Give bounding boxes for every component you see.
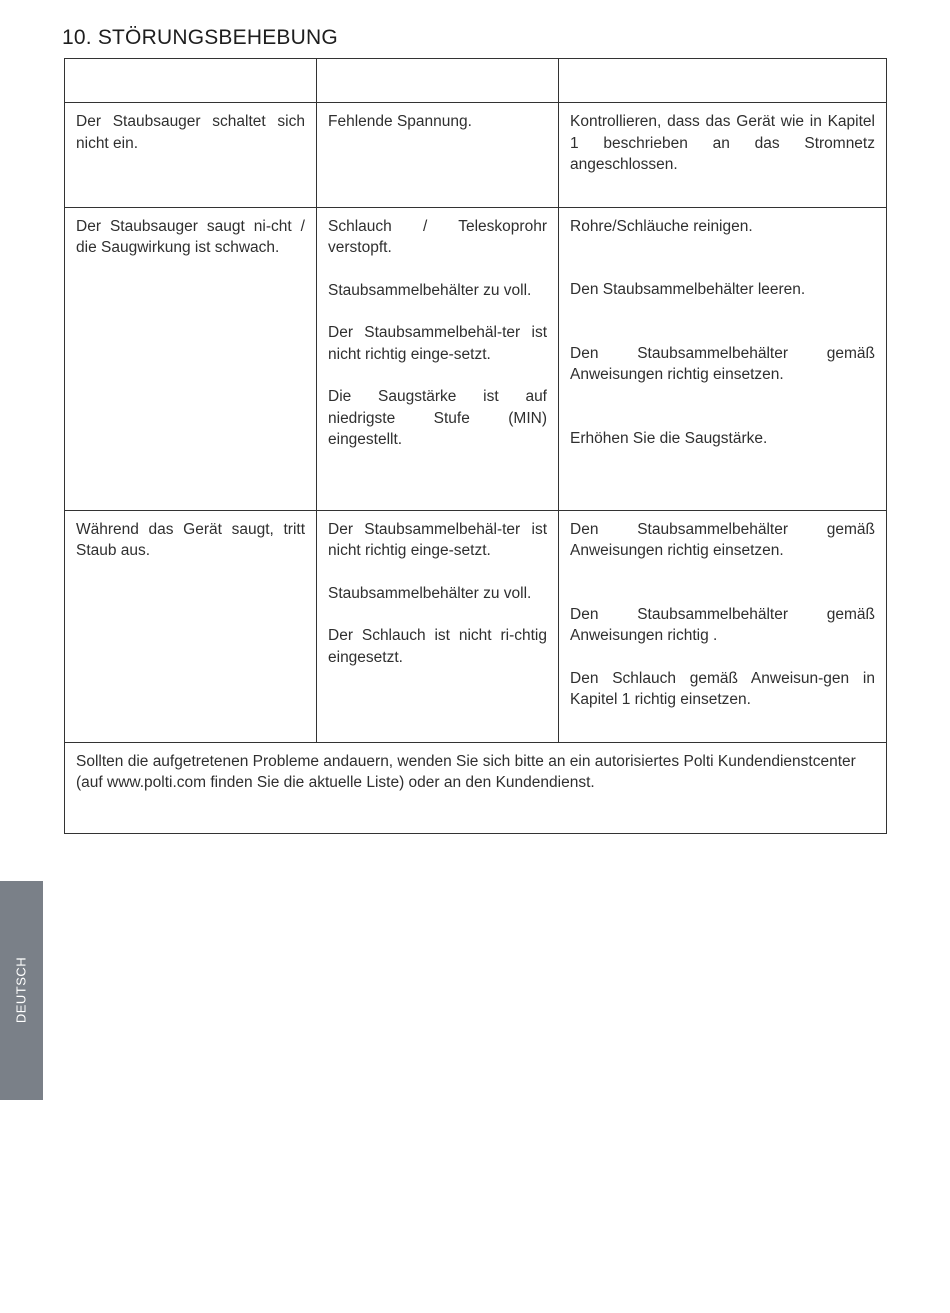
header-cell-problem [65,59,317,103]
table-row [65,103,887,208]
solution-text: Den Staubsammelbehälter gemäß Anweisungen richtig einsetzen. [570,520,875,559]
header-cell-cause [317,59,559,103]
cause-cell [317,510,559,742]
cause-text: Fehlende Spannung. [328,113,472,130]
footer-note: Sollten die aufgetretenen Probleme andauern, wenden Sie sich bitte an ein autorisiertes Polti Kundendienstcenter (auf www.polti.com finden Sie die aktuelle Liste) oder an den Kundendienst. [65,742,887,833]
table-header-row [65,59,887,103]
problem-cell [65,103,317,208]
solution-text: Den Staubsammelbehälter gemäß Anweisungen richtig . [570,605,875,644]
table-row [65,207,887,510]
solution-text: Den Schlauch gemäß Anweisun-gen in Kapitel 1 richtig einsetzen. [570,669,875,708]
solution-text: Den Staubsammelbehälter leeren. [570,281,806,298]
language-label: DEUTSCH [13,956,29,1024]
solution-text: Rohre/Schläuche reinigen. [570,217,753,235]
solution-cell [559,207,887,510]
cause-text: Staubsammelbehälter zu voll. [328,584,532,602]
cause-cell [317,207,559,510]
solution-text: Kontrollieren, dass das Gerät wie in Kapitel 1 beschrieben an das Stromnetz angeschlossen. [570,113,875,173]
problem-text: Der Staubsauger saugt ni-cht / die Saugwirkung ist schwach. [76,217,305,256]
page-title: 10. STÖRUNGSBEHEBUNG [62,26,338,49]
cause-text: Schlauch / Teleskoprohr verstopft. [328,217,547,256]
cause-cell [317,103,559,208]
problem-cell [65,510,317,742]
header-cell-solution [559,59,887,103]
problem-text: Der Staubsauger schaltet sich nicht ein. [76,113,305,152]
table-row [65,510,887,742]
solution-text: Den Staubsammelbehälter gemäß Anweisungen richtig einsetzen. [570,344,875,383]
cause-text: Die Saugstärke ist auf niedrigste Stufe (MIN) eingestellt. [328,388,547,448]
solution-cell [559,510,887,742]
solution-cell [559,103,887,208]
cause-text: Der Schlauch ist nicht ri-chtig eingesetzt. [328,627,547,666]
problem-cell [65,207,317,510]
cause-text: Staubsammelbehälter zu voll. [328,281,532,299]
problem-text: Während das Gerät saugt, tritt Staub aus. [76,520,305,559]
cause-text: Der Staubsammelbehäl-ter ist nicht richtig einge-setzt. [328,324,547,363]
troubleshooting-table [64,58,887,834]
solution-text: Erhöhen Sie die Saugstärke. [570,429,768,447]
footer-note-row [65,742,887,833]
cause-text: Der Staubsammelbehäl-ter ist nicht richtig einge-setzt. [328,520,547,559]
